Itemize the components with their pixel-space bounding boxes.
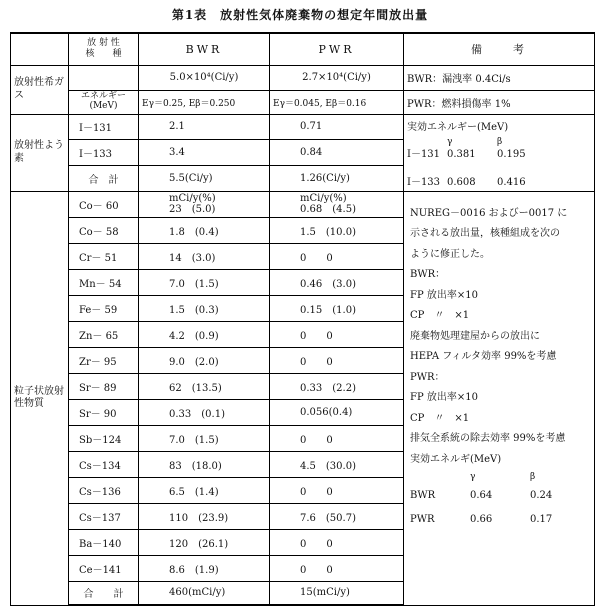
bwr-value: 9.0 (2.0) <box>139 347 270 373</box>
remark-line: HEPA フィルタ効率 99%を考慮 <box>410 351 557 362</box>
pwr-value: 1.5 (10.0) <box>270 217 404 243</box>
energy-row <box>410 508 588 532</box>
iodine-remark-row <box>407 175 591 191</box>
nuclide-cell: Cs－137 <box>69 503 139 529</box>
remark-line: 排気全系統の除去効率 99%を考慮 <box>410 433 566 444</box>
nuclide-cell: Zn－ 65 <box>69 321 139 347</box>
noble-gas-blank <box>69 65 139 90</box>
iodine-total-bwr: 5.5(Ci/y) <box>139 165 270 191</box>
particulate-total-pwr: 15(mCi/y) <box>270 581 404 605</box>
total-label: 合 計 <box>69 165 139 191</box>
energy-label: エネルギー (MeV) <box>69 90 139 114</box>
nuclide-cell: Fe－ 59 <box>69 295 139 321</box>
bwr-value: 8.6 (1.9) <box>139 555 270 581</box>
pwr-value <box>270 191 404 217</box>
header-row <box>11 33 595 65</box>
pwr-value: 0.056(0.4) <box>270 399 404 425</box>
energy-beta: 0.17 <box>530 514 553 525</box>
bwr-value: 120 (26.1) <box>139 529 270 555</box>
energy-plant: PWR <box>410 514 435 525</box>
header-bwr: BWR <box>139 33 270 65</box>
pwr-value: 4.5 (30.0) <box>270 451 404 477</box>
nuclide-cell: Ba－140 <box>69 529 139 555</box>
header-pwr: PWR <box>270 33 404 65</box>
pwr-value: 0.84 <box>270 140 404 166</box>
remark-nuclide: I－133 <box>407 176 441 188</box>
iodine-remark-header <box>407 137 591 147</box>
table-row <box>11 191 595 217</box>
remark-line: CP 〃 ×1 <box>410 310 470 321</box>
header-blank <box>11 33 69 65</box>
unit-label-bwr: mCi/y(%) <box>169 193 216 204</box>
bwr-value: 0.33 (0.1) <box>139 399 270 425</box>
noble-gas-bwr-energy: Eγ＝0.25, Eβ＝0.250 <box>139 90 270 114</box>
noble-gas-pwr-energy: Eγ＝0.045, Eβ＝0.16 <box>270 90 404 114</box>
nuclide-cell: Cr－ 51 <box>69 243 139 269</box>
bwr-value: 2.1 <box>139 114 270 140</box>
remark-gamma: 0.608 <box>447 176 476 188</box>
bwr-value <box>139 191 270 217</box>
pwr-value: 0.15 (1.0) <box>270 295 404 321</box>
remark-beta: 0.416 <box>497 176 526 188</box>
iodine-remark-title: 実効エネルギー(MeV) <box>407 121 509 133</box>
remark-line: FP 放出率×10 <box>410 289 478 301</box>
iodine-total-pwr: 1.26(Ci/y) <box>270 165 404 191</box>
nuclide-cell: Cs－134 <box>69 451 139 477</box>
header-remarks: 備 考 <box>404 33 595 65</box>
pwr-value: 0 0 <box>270 347 404 373</box>
remark-gamma: 0.381 <box>447 148 476 160</box>
nuclide-cell: Ce－141 <box>69 555 139 581</box>
bwr-value: 6.5 (1.4) <box>139 477 270 503</box>
pwr-value: 0 0 <box>270 425 404 451</box>
bwr-value: 14 (3.0) <box>139 243 270 269</box>
energy-row <box>410 484 588 508</box>
remark-line: NUREG－0016 およびー0017 に <box>410 207 568 219</box>
category-particulate: 粒子状放射性物質 <box>11 191 69 605</box>
nuclide-cell: I－133 <box>69 140 139 166</box>
bwr-value: 7.0 (1.5) <box>139 269 270 295</box>
unit-label-pwr: mCi/y(%) <box>300 193 347 204</box>
noble-gas-remark-2: PWR：燃料損傷率 1% <box>404 90 595 114</box>
category-iodine: 放射性よう素 <box>11 114 69 191</box>
bwr-value-text: 23 (5.0) <box>169 204 216 215</box>
remark-line: BWR： <box>410 269 446 280</box>
pwr-value: 0.33 (2.2) <box>270 373 404 399</box>
pwr-value: 0 0 <box>270 243 404 269</box>
nuclide-cell: Mn－ 54 <box>69 269 139 295</box>
particulate-remarks <box>404 191 595 605</box>
gamma-label: γ <box>447 136 453 147</box>
total-label: 合 計 <box>69 581 139 605</box>
bwr-value: 4.2 (0.9) <box>139 321 270 347</box>
bwr-value: 62 (13.5) <box>139 373 270 399</box>
remark-line: ように修正した。 <box>410 248 490 260</box>
nuclide-cell: Co－ 60 <box>69 191 139 217</box>
noble-gas-energy-row <box>11 90 595 114</box>
pwr-value: 0.71 <box>270 114 404 140</box>
release-table <box>10 32 595 606</box>
bwr-value: 110 (23.9) <box>139 503 270 529</box>
bwr-value: 1.8 (0.4) <box>139 217 270 243</box>
pwr-value: 0 0 <box>270 321 404 347</box>
remark-line: FP 放出率×10 <box>410 392 478 403</box>
iodine-remark <box>404 114 595 191</box>
pwr-value: 0 0 <box>270 555 404 581</box>
bwr-value: 1.5 (0.3) <box>139 295 270 321</box>
pwr-value: 7.6 (50.7) <box>270 503 404 529</box>
table-row <box>11 114 595 140</box>
nuclide-cell: Sb－124 <box>69 425 139 451</box>
beta-label: β <box>497 136 503 147</box>
remark-line: CP 〃 ×1 <box>410 412 470 424</box>
remark-line: PWR： <box>410 371 445 383</box>
nuclide-cell: Zr－ 95 <box>69 347 139 373</box>
energy-header <box>410 470 588 484</box>
noble-gas-bwr: 5.0×10⁴(Ci/y) <box>139 65 270 90</box>
pwr-value: 0 0 <box>270 477 404 503</box>
noble-gas-pwr: 2.7×10⁴(Ci/y) <box>270 65 404 90</box>
nuclide-cell: Sr－ 90 <box>69 399 139 425</box>
remark-line: 実効エネルギ(MeV) <box>410 453 502 465</box>
nuclide-cell: Sr－ 89 <box>69 373 139 399</box>
bwr-value: 83 (18.0) <box>139 451 270 477</box>
noble-gas-release-row <box>11 65 595 90</box>
pwr-value: 0 0 <box>270 529 404 555</box>
bwr-value: 3.4 <box>139 140 270 166</box>
remark-line: 廃棄物処理建屋からの放出に <box>410 330 540 342</box>
energy-gamma: 0.66 <box>470 514 493 525</box>
noble-gas-remark-1: BWR：漏洩率 0.4Ci/s <box>404 65 595 90</box>
gamma-label: γ <box>470 472 476 482</box>
category-noble-gas: 放射性希ガス <box>11 65 69 114</box>
bwr-value: 7.0 (1.5) <box>139 425 270 451</box>
energy-plant: BWR <box>410 490 436 501</box>
nuclide-cell: I－131 <box>69 114 139 140</box>
beta-label: β <box>530 472 536 482</box>
energy-beta: 0.24 <box>530 490 553 501</box>
remark-nuclide: I－131 <box>407 148 441 160</box>
table-title: 第1表 放射性気体廃棄物の想定年間放出量 <box>171 8 429 22</box>
nuclide-cell: Co－ 58 <box>69 217 139 243</box>
pwr-value-text: 0.68 (4.5) <box>300 204 356 215</box>
energy-gamma: 0.64 <box>470 490 493 501</box>
remark-line: 示される放出量，核種組成を次の <box>410 228 560 239</box>
particulate-total-bwr: 460(mCi/y) <box>139 581 270 605</box>
pwr-value: 0.46 (3.0) <box>270 269 404 295</box>
header-nuclide: 放 射 性 核 種 <box>69 33 139 65</box>
remark-beta: 0.195 <box>497 148 526 160</box>
iodine-remark-row <box>407 147 591 163</box>
nuclide-cell: Cs－136 <box>69 477 139 503</box>
